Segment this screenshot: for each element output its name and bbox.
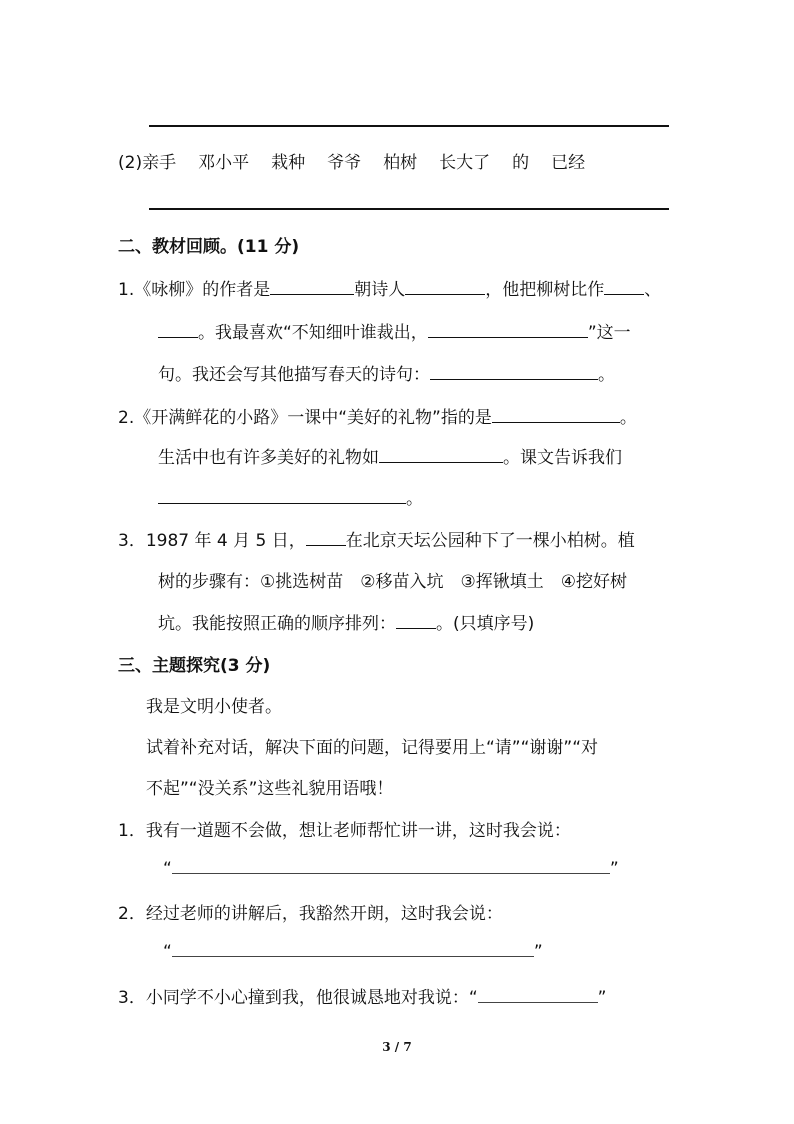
page-number: 3 / 7: [382, 1040, 412, 1054]
blank-metaphor-1[interactable]: [604, 276, 644, 295]
s2-q3-line3: 坑。我能按照正确的顺序排列： 。(只填序号): [158, 609, 534, 634]
blank-planter[interactable]: [306, 527, 346, 546]
word: 栽种: [271, 153, 306, 173]
s3-intro-1: 我是文明小使者。: [146, 697, 282, 717]
s2-q1-line1: 1.《咏柳》的作者是 朝诗人 ，他把柳树比作 、: [118, 275, 661, 300]
answer-line-2[interactable]: [149, 208, 669, 210]
word: 爷爷: [327, 153, 362, 173]
s2-q2-line3: 。: [158, 484, 423, 509]
section-3-title: 三、主题探究(3 分): [118, 656, 271, 676]
s2-q3-line1: 3．1987 年 4 月 5 日， 在北京天坛公园种下了一棵小柏树。植: [118, 526, 635, 551]
word: 长大了: [439, 153, 491, 173]
answer-line-1[interactable]: [149, 125, 669, 127]
blank-poem-line[interactable]: [428, 319, 588, 338]
blank-gift-meaning[interactable]: [492, 404, 620, 423]
s2-q3-line2: 树的步骤有：①挑选树苗 ②移苗入坑 ③挥锹填土 ④挖好树: [158, 572, 627, 592]
blank-spring-poem[interactable]: [430, 361, 598, 380]
s3-intro-2: 试着补充对话，解决下面的问题，记得要用上“请”“谢谢”“对: [146, 738, 599, 758]
blank-author[interactable]: [270, 276, 354, 295]
answer-line-s3-3[interactable]: [478, 984, 598, 1003]
s3-q2: 2．经过老师的讲解后，我豁然开朗，这时我会说：: [118, 904, 503, 924]
section-2-title: 二、教材回顾。(11 分): [118, 237, 300, 257]
word: 已经: [551, 153, 586, 173]
blank-dynasty-poet[interactable]: [405, 276, 485, 295]
blank-metaphor-2[interactable]: [158, 319, 198, 338]
blank-order[interactable]: [396, 610, 436, 629]
answer-line-s3-1[interactable]: [172, 855, 610, 874]
s3-q2-answer: “ ”: [163, 938, 543, 962]
word: 亲手: [142, 153, 177, 173]
s3-intro-3: 不起”“没关系”这些礼貌用语哦！: [146, 779, 394, 799]
word: 的: [512, 153, 530, 173]
word-order-question-2: [118, 148, 585, 173]
s3-q1-answer: “ ”: [163, 855, 619, 879]
s2-q1-line2: 。我最喜欢“不知细叶谁裁出， ”这一: [158, 318, 631, 343]
s2-q1-line3: 句。我还会写其他描写春天的诗句： 。: [158, 360, 615, 385]
word: 柏树: [383, 153, 418, 173]
s3-q1: 1．我有一道题不会做，想让老师帮忙讲一讲，这时我会说：: [118, 821, 571, 841]
s2-q2-line1: 2.《开满鲜花的小路》一课中“美好的礼物”指的是 。: [118, 403, 637, 428]
s2-q2-line2: 生活中也有许多美好的礼物如 。课文告诉我们: [158, 443, 622, 468]
q2-prefix: (2): [118, 153, 143, 173]
blank-life-gift[interactable]: [379, 444, 503, 463]
word: 邓小平: [198, 153, 250, 173]
answer-line-s3-2[interactable]: [172, 938, 534, 957]
blank-lesson[interactable]: [158, 485, 406, 504]
s3-q3: 3．小同学不小心撞到我，他很诚恳地对我说：“ ”: [118, 983, 606, 1008]
